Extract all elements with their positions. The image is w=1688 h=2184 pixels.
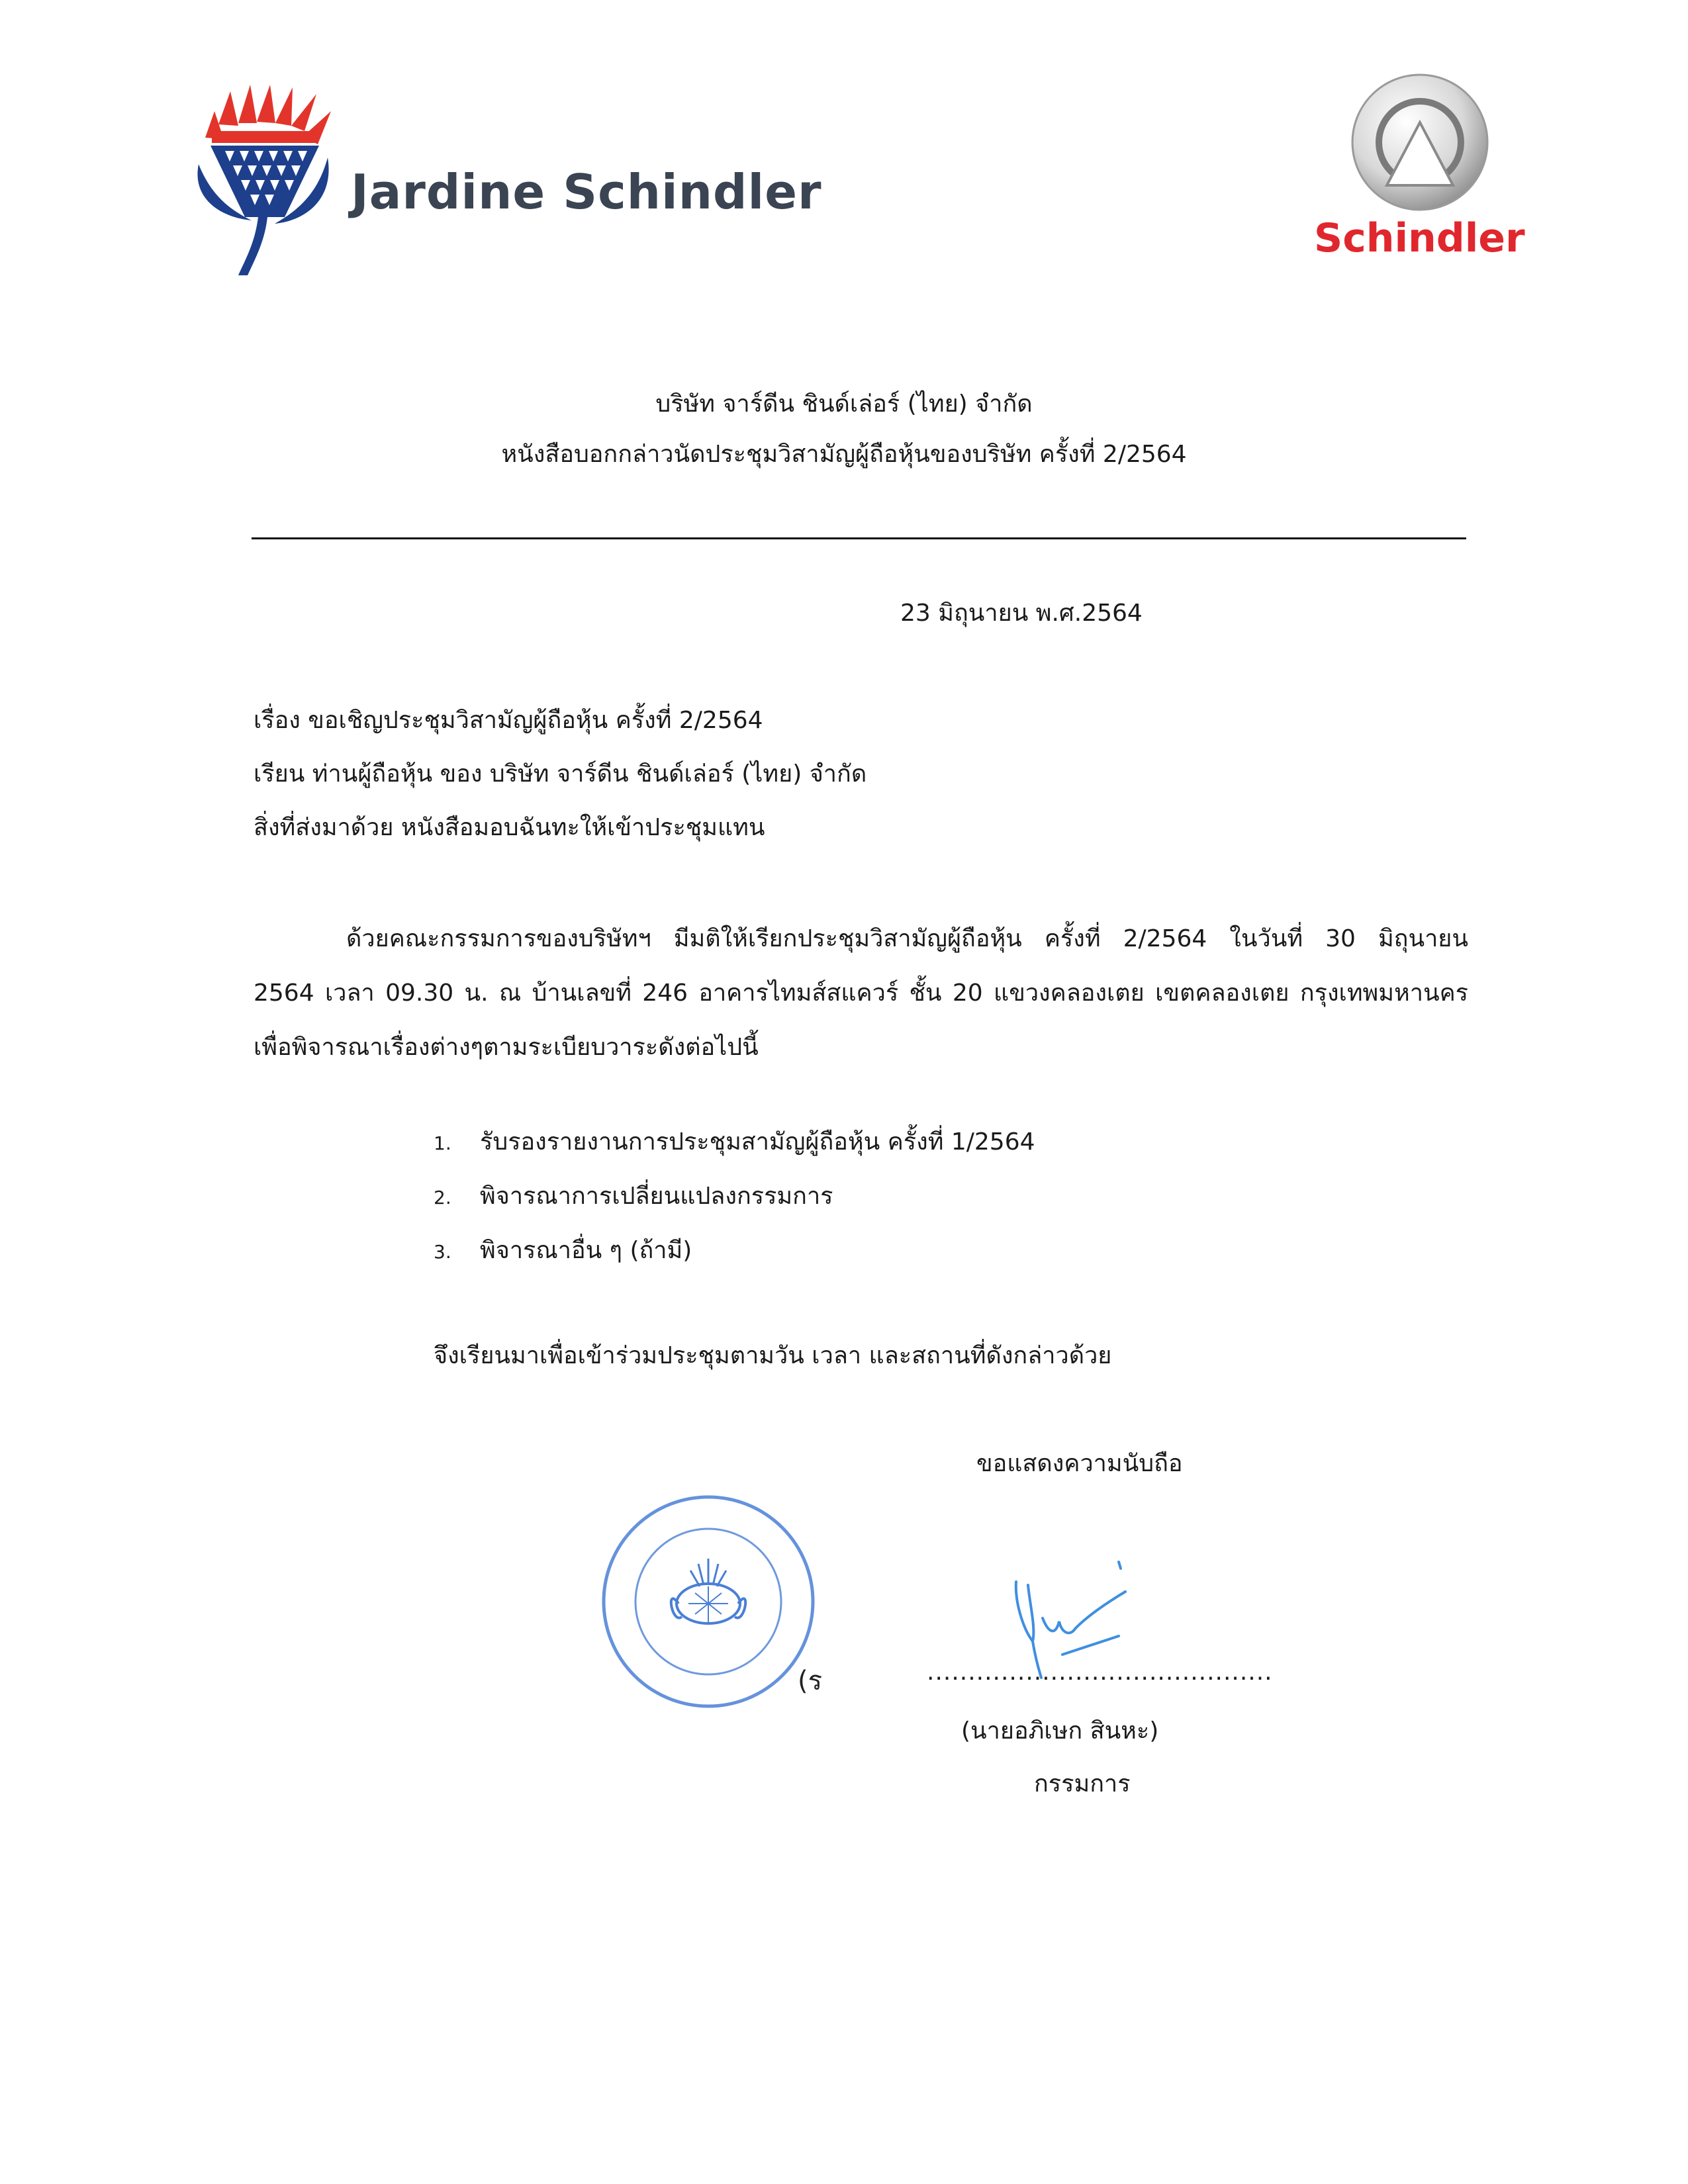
agenda-text: รับรองรายงานการประชุมสามัญผู้ถือหุ้น ครั้งที่ 1/2564 xyxy=(480,1128,1035,1156)
company-name: บริษัท จาร์ดีน ชินด์เล่อร์ (ไทย) จำกัด xyxy=(655,390,1033,418)
notice-title: หนังสือบอกกล่าวนัดประชุมวิสามัญผู้ถือหุ้นของบริษัท ครั้งที่ 2/2564 xyxy=(501,441,1187,468)
body-line: 2564 เวลา 09.30 น. ณ บ้านเลขที่ 246 อาคารไทมส์สแควร์ ชั้น 20 แขวงคลองเตย เขตคลองเตย กรุงเทพมหานคร xyxy=(254,979,1468,1007)
header-divider xyxy=(252,537,1466,539)
schindler-emblem-icon xyxy=(1307,69,1532,215)
schindler-logo xyxy=(1307,69,1532,268)
agenda-number: 3. xyxy=(434,1241,451,1263)
agenda-item xyxy=(434,1126,1035,1181)
agenda-number: 2. xyxy=(434,1187,451,1208)
jardine-schindler-wordmark: Jardine Schindler xyxy=(351,164,822,220)
thistle-icon xyxy=(192,85,338,277)
jardine-schindler-logo xyxy=(192,85,822,277)
agenda-text: พิจารณาอื่น ๆ (ถ้ามี) xyxy=(480,1237,692,1264)
agenda-list xyxy=(434,1126,1035,1289)
agenda-number: 1. xyxy=(434,1132,451,1154)
schindler-wordmark: Schindler xyxy=(1314,215,1525,261)
body-line: เพื่อพิจารณาเรื่องต่างๆตามระเบียบวาระดังต่อไปนี้ xyxy=(254,1034,759,1061)
enclosure-line: สิ่งที่ส่งมาด้วย หนังสือมอบฉันทะให้เข้าประชุมแทน xyxy=(254,814,765,841)
signatory-title: กรรมการ xyxy=(1034,1770,1131,1797)
stamp-partial-text: (ร xyxy=(798,1666,823,1696)
body-paragraph xyxy=(254,912,1468,1075)
body-line: ด้วยคณะกรรมการของบริษัทฯ มีมติให้เรียกประชุมวิสามัญผู้ถือหุ้น ครั้งที่ 2/2564 ในวันที่ 30 มิถุนายน xyxy=(346,925,1468,952)
stamp-seal-icon xyxy=(599,1486,831,1717)
agenda-item xyxy=(434,1181,1035,1235)
signatory-name: (นายอภิเษก สินหะ) xyxy=(961,1717,1159,1745)
subject-line: เรื่อง ขอเชิญประชุมวิสามัญผู้ถือหุ้น ครั้งที่ 2/2564 xyxy=(254,707,763,734)
regards-line: ขอแสดงความนับถือ xyxy=(976,1450,1183,1477)
letter-date: 23 มิถุนายน พ.ศ.2564 xyxy=(900,600,1143,627)
company-stamp xyxy=(599,1486,831,1717)
signature-line: .......................................... xyxy=(927,1659,1273,1686)
agenda-item xyxy=(434,1235,1035,1289)
closing-line: จึงเรียนมาเพื่อเข้าร่วมประชุมตามวัน เวลา และสถานที่ดังกล่าวด้วย xyxy=(434,1342,1112,1369)
recipient-line: เรียน ท่านผู้ถือหุ้น ของ บริษัท จาร์ดีน ชินด์เล่อร์ (ไทย) จำกัด xyxy=(254,760,867,788)
agenda-text: พิจารณาการเปลี่ยนแปลงกรรมการ xyxy=(480,1183,833,1210)
